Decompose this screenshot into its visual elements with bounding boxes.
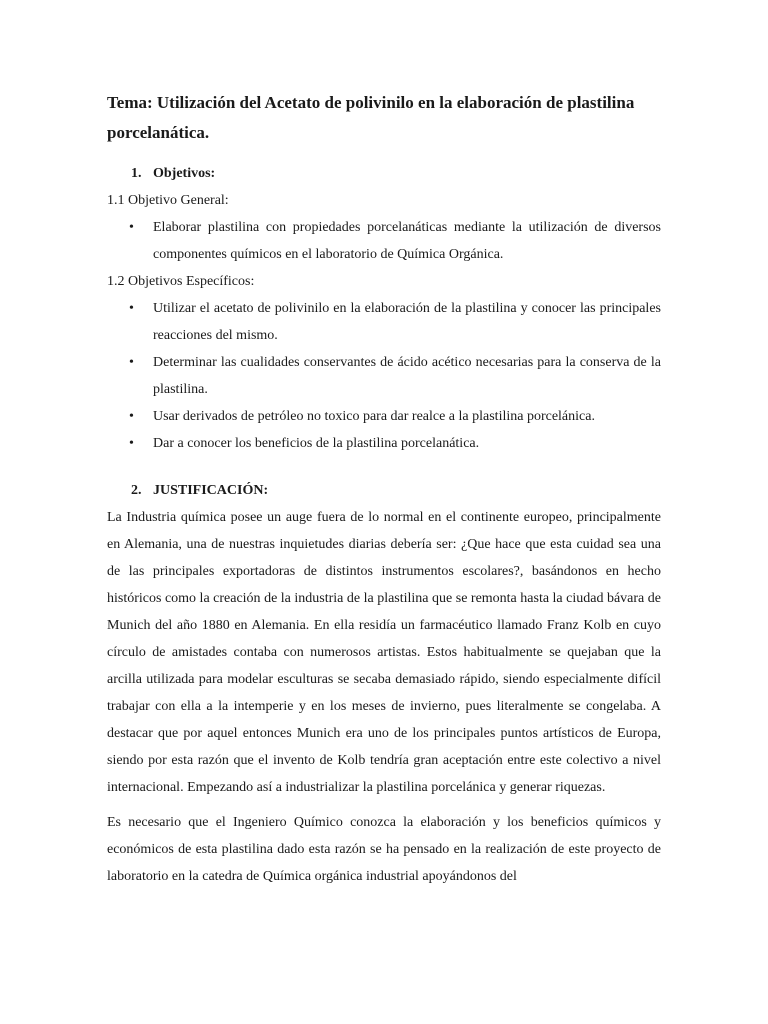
- spacer: [107, 457, 661, 477]
- list-item-text: Dar a conocer los beneficios de la plastilina porcelanática.: [153, 436, 480, 451]
- bullet-icon: •: [129, 301, 134, 316]
- section-number: 2.: [131, 483, 142, 498]
- bullet-icon: •: [129, 355, 134, 370]
- paragraph-justificacion-2: Es necesario que el Ingeniero Químico conozca la elaboración y los beneficios químicos y económicos de esta plastilina dado esta razón se ha pensado en la realización de este proyecto de laboratorio en la catedra de Química orgánica industrial apoyándonos del: [107, 815, 661, 884]
- bullet-icon: •: [129, 436, 134, 451]
- section-number: 1.: [131, 166, 142, 181]
- list-item: [107, 214, 661, 268]
- section-title: JUSTIFICACIÓN:: [153, 483, 269, 498]
- subheading-objetivos-especificos: 1.2 Objetivos Específicos:: [107, 274, 255, 289]
- section-title: Objetivos:: [153, 166, 216, 181]
- section-heading-objetivos: [107, 160, 661, 187]
- bullet-icon: •: [129, 220, 134, 235]
- list-item-text: Utilizar el acetato de polivinilo en la elaboración de la plastilina y conocer las principales reacciones del mismo.: [153, 301, 661, 343]
- objetivo-general-list: [107, 214, 661, 268]
- objetivos-especificos-list: [107, 295, 661, 457]
- document-page: [107, 88, 661, 890]
- section-heading-justificacion: [107, 477, 661, 504]
- list-item: [107, 430, 661, 457]
- bullet-icon: •: [129, 409, 134, 424]
- list-item-text: Usar derivados de petróleo no toxico para dar realce a la plastilina porcelánica.: [153, 409, 595, 424]
- list-item: [107, 349, 661, 403]
- list-item: [107, 295, 661, 349]
- spacer: [107, 801, 661, 809]
- subheading-objetivo-general: 1.1 Objetivo General:: [107, 193, 229, 208]
- list-item-text: Elaborar plastilina con propiedades porcelanáticas mediante la utilización de diversos componentes químicos en el laboratorio de Química Orgánica.: [153, 220, 661, 262]
- list-item-text: Determinar las cualidades conservantes de ácido acético necesarias para la conserva de la plastilina.: [153, 355, 661, 397]
- document-title: Tema: Utilización del Acetato de polivinilo en la elaboración de plastilina porcelanática.: [107, 93, 635, 142]
- list-item: [107, 403, 661, 430]
- paragraph-justificacion-1: La Industria química posee un auge fuera de lo normal en el continente europeo, principalmente en Alemania, una de nuestras inquietudes diarias debería ser: ¿Que hace que esta cuidad sea una de las principales exportadoras de distintos instrumentos escolares?, basándonos en hecho históricos como la creación de la industria de la plastilina que se remonta hasta la ciudad bávara de Munich del año 1880 en Alemania. En ella residía un farmacéutico llamado Franz Kolb en cuyo círculo de amistades contaba con numerosos artistas. Estos habitualmente se quejaban que la arcilla utilizada para modelar esculturas se secaba demasiado rápido, siendo especialmente difícil trabajar con ella a la intemperie y en los meses de invierno, pues literalmente se congelaba. A destacar que por aquel entonces Munich era uno de los principales puntos artísticos de Europa, siendo por esta razón que el invento de Kolb tendría gran aceptación entre este colectivo a nivel internacional. Empezando así a industrializar la plastilina porcelánica y generar riquezas.: [107, 510, 661, 795]
